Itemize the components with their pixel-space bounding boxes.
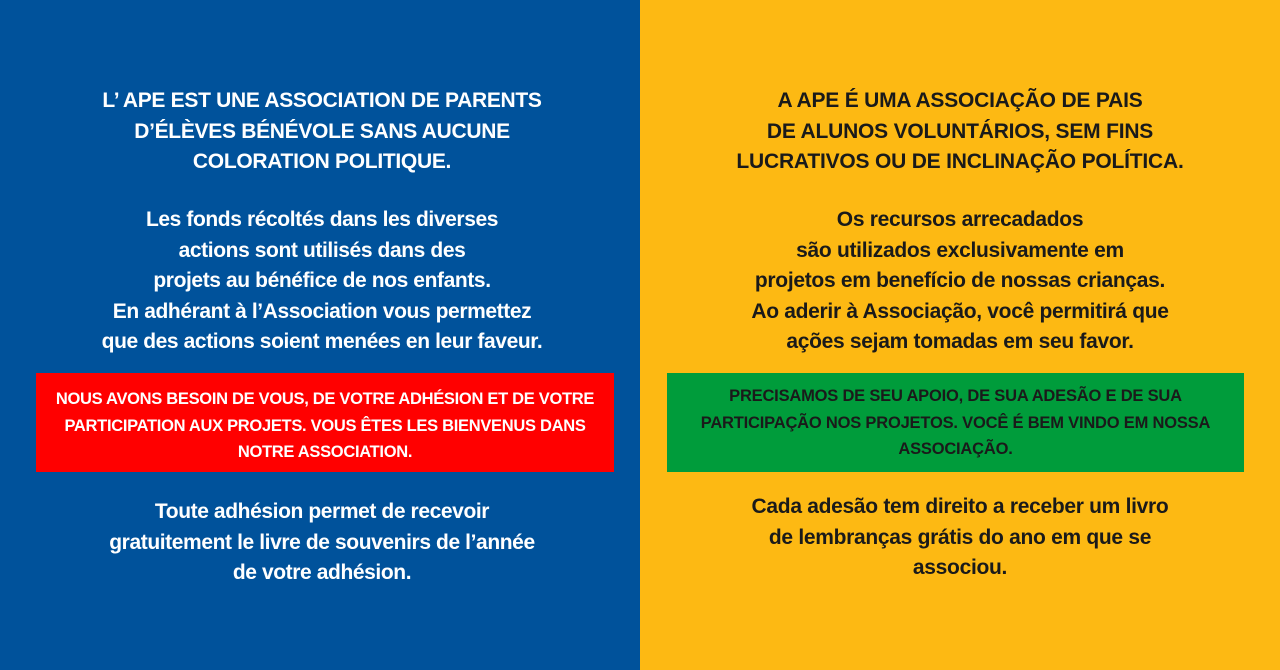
portuguese-outro-line: associou. — [912, 556, 1008, 579]
french-banner-line: VOUS ÊTES LES BIENVENUS DANS NOTRE ASSOCIATION. — [237, 416, 586, 461]
french-intro-line: COLORATION POLITIQUE. — [192, 150, 452, 173]
french-body-line: projets au bénéfice de nos enfants. — [153, 269, 491, 292]
portuguese-intro-line: LUCRATIVOS OU DE INCLINAÇÃO POLÍTICA. — [736, 150, 1184, 173]
portuguese-body-line: projetos em benefício de nossas crianças. — [754, 269, 1166, 292]
french-intro-line: D’ÉLÈVES BÉNÉVOLE SANS AUCUNE — [134, 119, 510, 143]
french-intro-line: L’ APE EST UNE ASSOCIATION DE PARENTS — [102, 89, 542, 112]
portuguese-panel — [640, 0, 1280, 670]
french-banner — [36, 373, 614, 472]
french-intro — [4, 86, 640, 178]
french-body — [4, 205, 640, 358]
portuguese-intro-line: DE ALUNOS VOLUNTÁRIOS, SEM FINS — [766, 119, 1154, 143]
portuguese-banner-line: PRECISAMOS DE SEU APOIO, DE SUA ADESÃO — [729, 387, 1102, 405]
portuguese-body-line: são utilizados exclusivamente em — [796, 238, 1124, 262]
portuguese-banner — [667, 373, 1244, 472]
portuguese-body — [640, 205, 1280, 358]
portuguese-body-line: ações sejam tomadas em seu favor. — [786, 330, 1134, 353]
french-banner-line: NOUS AVONS BESOIN DE VOUS, DE VOTRE ADHÉSION — [55, 390, 484, 408]
french-banner-line: ET DE VOTRE PARTICIPATION AUX PROJETS. — [64, 390, 595, 435]
french-outro-line: gratuitement le livre de souvenirs de l’année — [109, 530, 535, 554]
french-outro — [4, 497, 640, 589]
portuguese-banner-line: E DE SUA PARTICIPAÇÃO NOS PROJETOS. — [700, 387, 1182, 432]
portuguese-body-line: Ao aderir à Associação, você permitirá que — [751, 299, 1169, 323]
portuguese-intro — [640, 86, 1280, 178]
french-outro-line: de votre adhésion. — [232, 561, 412, 584]
french-body-line: actions sont utilisés dans des — [178, 238, 466, 262]
portuguese-outro — [640, 492, 1280, 584]
french-outro-line: Toute adhésion permet de recevoir — [154, 500, 490, 523]
portuguese-intro-line: A APE É UMA ASSOCIAÇÃO DE PAIS — [777, 89, 1143, 112]
portuguese-outro-line: de lembranças grátis do ano em que se — [768, 525, 1152, 549]
portuguese-body-line: Os recursos arrecadados — [836, 208, 1084, 231]
portuguese-outro-line: Cada adesão tem direito a receber um livro — [751, 495, 1169, 518]
portuguese-banner-line: VOCÊ É BEM VINDO EM NOSSA ASSOCIAÇÃO. — [898, 413, 1211, 458]
french-body-line: En adhérant à l’Association vous permettez — [112, 299, 532, 323]
french-body-line: que des actions soient menées en leur faveur. — [101, 330, 543, 353]
french-body-line: Les fonds récoltés dans les diverses — [145, 208, 499, 231]
